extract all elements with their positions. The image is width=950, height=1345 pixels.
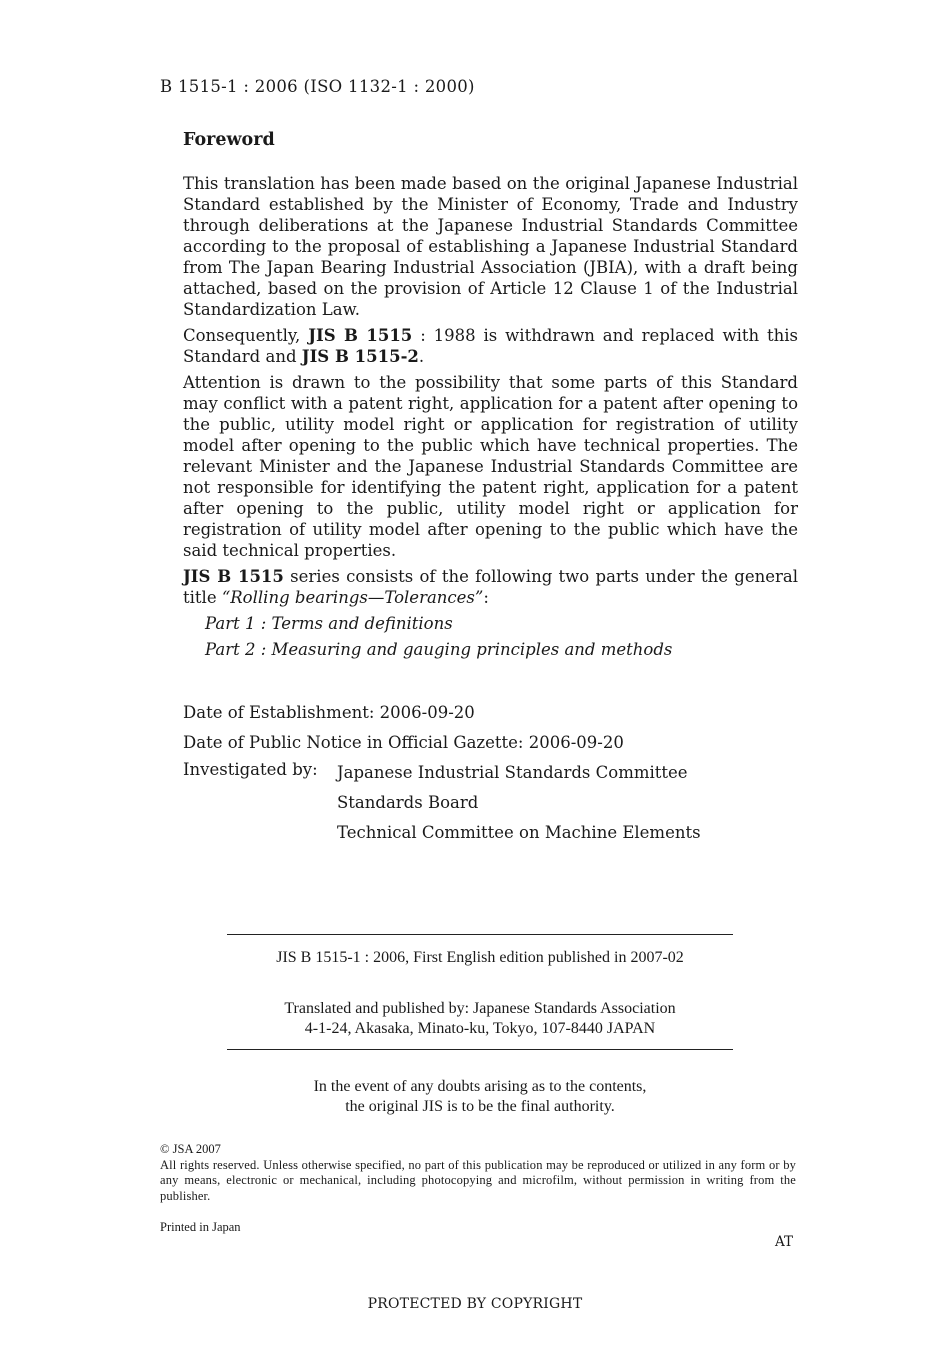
copyright-notice: © JSA 2007: [160, 1142, 221, 1156]
dates-section: [183, 700, 823, 850]
series-text: series consists of the following two parts under the general title: [183, 567, 798, 607]
series-general-title: “Rolling bearings—Tolerances”: [221, 588, 484, 607]
publisher-block: [227, 999, 733, 1039]
para2-suffix: .: [418, 347, 425, 366]
part-1-title: Part 1 : Terms and definitions: [205, 614, 453, 633]
copyright-section: [160, 1142, 796, 1236]
foreword-paragraph-2: [183, 325, 798, 367]
part-2-title: Part 2 : Measuring and gauging principles and methods: [205, 640, 673, 659]
series-suffix: :: [483, 588, 489, 607]
protected-by-copyright: PROTECTED BY COPYRIGHT: [367, 1296, 583, 1312]
rights-statement: All rights reserved. Unless otherwise specified, no part of this publication may be reproduced or utilized in any form or by any means, electronic or mechanical, including photocopying and microfilm, without permission in writing from the publisher.: [160, 1157, 796, 1203]
authority-note-line-2: the original JIS is to be the final authority.: [345, 1098, 615, 1115]
investigated-by-label: Investigated by:: [183, 760, 318, 779]
investigated-by-row: [183, 760, 823, 850]
investigator-standards-board: Standards Board: [337, 793, 479, 812]
authority-note-line-1: In the event of any doubts arising as to the contents,: [313, 1078, 647, 1095]
para2-middle: : 1988 is withdrawn and replaced with this Standard and: [183, 326, 799, 366]
translated-by: Translated and published by: Japanese Standards Association: [284, 1000, 676, 1017]
std-ref-jis-b-1515-2: JIS B 1515-2: [301, 347, 419, 366]
foreword-paragraph-4: [183, 566, 798, 608]
investigated-by-list: [337, 760, 701, 850]
foreword-title: Foreword: [183, 130, 275, 150]
investigator-technical-committee: Technical Committee on Machine Elements: [337, 823, 701, 842]
date-of-public-notice: Date of Public Notice in Official Gazette: 2006-09-20: [183, 733, 624, 752]
foreword-section: [183, 130, 798, 660]
printed-in: Printed in Japan: [160, 1220, 241, 1234]
date-of-establishment: Date of Establishment: 2006-09-20: [183, 703, 475, 722]
std-ref-jis-b-1515: JIS B 1515: [308, 326, 413, 345]
publisher-address: 4-1-24, Akasaka, Minato-ku, Tokyo, 107-8440 JAPAN: [304, 1020, 656, 1037]
foreword-paragraph-1: This translation has been made based on the original Japanese Industrial Standard established by the Minister of Economy, Trade and Industry through deliberations at the Japanese Industrial Standards Committee according to the proposal of establishing a Japanese Industrial Standard from The Japan Bearing Industrial Association (JBIA), with a draft being attached, based on the provision of Article 12 Clause 1 of the Industrial Standardization Law.: [183, 174, 798, 319]
authority-note: [227, 1077, 733, 1117]
para2-prefix: Consequently,: [183, 326, 309, 345]
document-code: AT: [775, 1234, 794, 1250]
standard-header: B 1515-1 : 2006 (ISO 1132-1 : 2000): [160, 77, 475, 96]
investigator-jisc: Japanese Industrial Standards Committee: [337, 763, 688, 782]
foreword-paragraph-3: Attention is drawn to the possibility that some parts of this Standard may conflict with a patent right, application for a patent after opening to the public, utility model right or application for registration of utility model after opening to the public which have technical properties. The relevant Minister and the Japanese Industrial Standards Committee are not responsible for identifying the patent right, application for a patent after opening to the public, utility model right or application for registration of utility model after opening to the public which have the said technical properties.: [183, 373, 798, 560]
edition-box: [227, 934, 733, 1050]
edition-line: JIS B 1515-1 : 2006, First English edition published in 2007-02: [276, 949, 684, 966]
series-std-ref: JIS B 1515: [183, 567, 284, 586]
